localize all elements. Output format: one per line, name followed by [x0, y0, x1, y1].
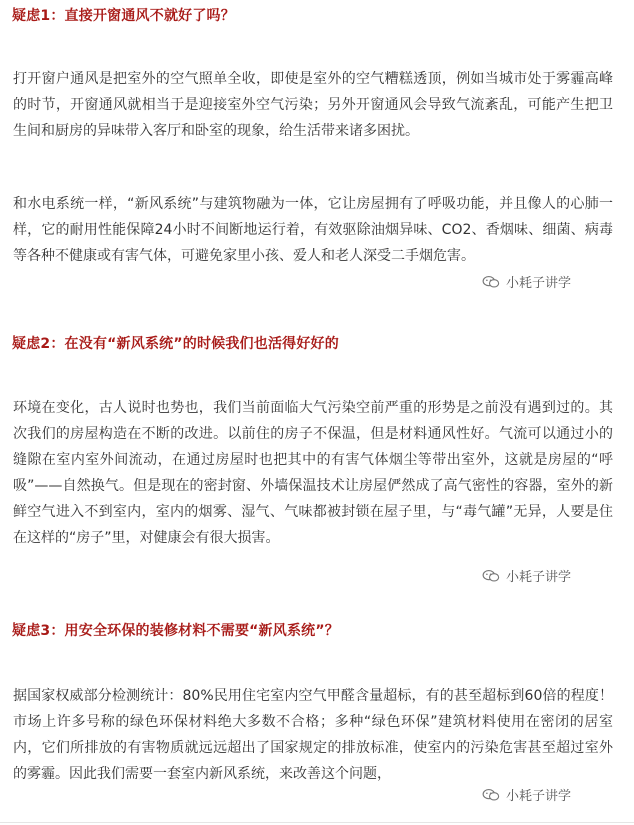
- section-heading: 疑虑2：在没有“新风系统”的时候我们也活得好好的: [12, 336, 339, 352]
- watermark-text: 小耗子讲学: [506, 276, 572, 291]
- wechat-icon: [482, 788, 500, 802]
- section-heading: 疑虑3：用安全环保的装修材料不需要“新风系统”？: [12, 623, 339, 639]
- watermark: [482, 566, 571, 585]
- watermark-text: 小耗子讲学: [506, 570, 572, 585]
- section-heading: 疑虑1：直接开窗通风不就好了吗？: [12, 8, 235, 24]
- paragraph: 据国家权威部分检测统计：80%民用住宅室内空气甲醛含量超标，有的甚至超标到60倍的程度！市场上许多号称的绿色环保材料绝大多数不合格；多种“绿色环保”建筑材料使用在密闭的居室内，它们所排放的有害物质就远远超出了国家规定的排放标准，使室内的污染危害甚至超过室外的雾霾。因此我们需要一套室内新风系统，来改善这个问题，: [13, 688, 613, 782]
- divider: [0, 822, 634, 823]
- paragraph: 和水电系统一样，“新风系统”与建筑物融为一体，它让房屋拥有了呼吸功能，并且像人的心肺一样，它的耐用性能保障24小时不间断地运行着，有效驱除油烟异味、CO2、香烟味、细菌、病毒等各种不健康或有害气体，可避免家里小孩、爱人和老人深受二手烟危害。: [13, 196, 613, 264]
- wechat-icon: [482, 275, 500, 289]
- watermark-text: 小耗子讲学: [506, 789, 572, 804]
- watermark: [482, 272, 571, 291]
- wechat-icon: [482, 569, 500, 583]
- paragraph: 环境在变化，古人说时也势也，我们当前面临大气污染空前严重的形势是之前没有遇到过的。其次我们的房屋构造在不断的改进。以前住的房子不保温，但是材料通风性好。气流可以通过小的缝隙在室内室外间流动，在通过房屋时也把其中的有害气体烟尘等带出室外，这就是房屋的“呼吸”——自然换气。但是现在的密封窗、外墙保温技术让房屋俨然成了高气密性的容器，室外的新鲜空气进入不到室内，室内的烟雾、湿气、气味都被封锁在屋子里，与“毒气罐”无异，人要是住在这样的“房子”里，对健康会有很大损害。: [13, 400, 613, 546]
- watermark: [482, 785, 571, 804]
- paragraph: 打开窗户通风是把室外的空气照单全收，即使是室外的空气糟糕透顶，例如当城市处于雾霾高峰的时节，开窗通风就相当于是迎接室外空气污染；另外开窗通风会导致气流紊乱，可能产生把卫生间和厨房的异味带入客厅和卧室的现象，给生活带来诸多困扰。: [13, 71, 613, 139]
